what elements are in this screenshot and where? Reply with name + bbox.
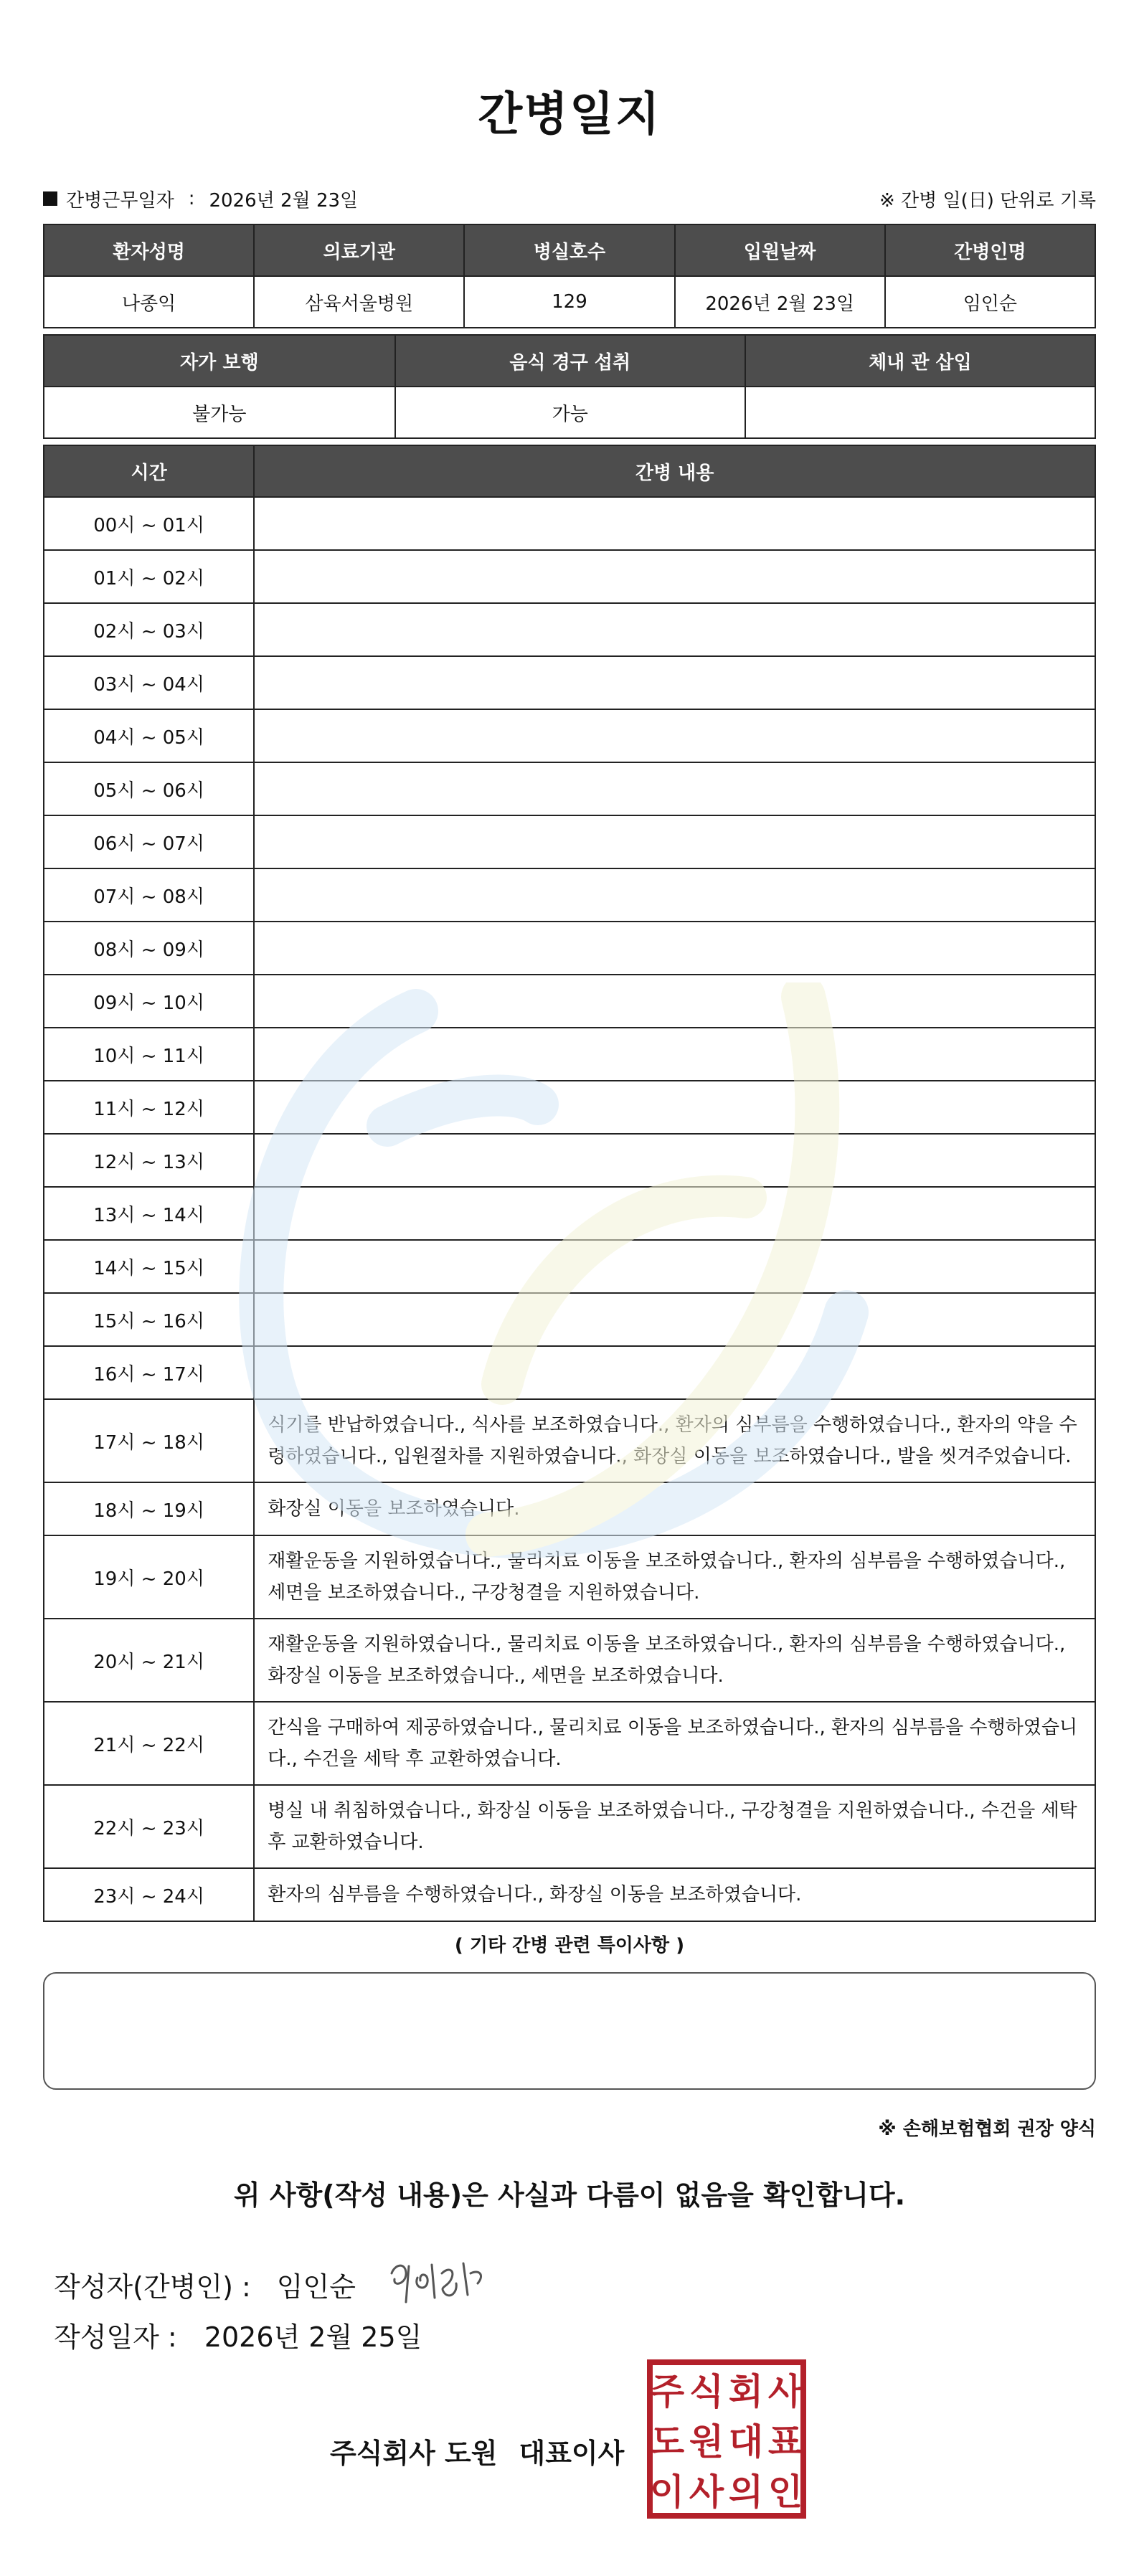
tube-insertion — [745, 387, 1095, 438]
seal-char: 회 — [728, 2371, 764, 2412]
seal-char: 도 — [649, 2421, 685, 2463]
log-content — [254, 1134, 1095, 1187]
colon: : — [188, 188, 195, 209]
log-content — [254, 709, 1095, 762]
table-row — [44, 1535, 1095, 1619]
table-row — [44, 1081, 1095, 1134]
table-row — [44, 603, 1095, 656]
written-date-line — [54, 2315, 422, 2354]
company-name: 주식회사 도원 — [330, 2438, 498, 2469]
log-time: 15시 ~ 16시 — [44, 1293, 254, 1346]
log-time: 23시 ~ 24시 — [44, 1868, 254, 1921]
log-time: 22시 ~ 23시 — [44, 1785, 254, 1868]
table-row — [44, 656, 1095, 709]
seal-char: 주 — [649, 2371, 685, 2412]
remarks-box — [43, 1972, 1096, 2090]
table-row — [44, 762, 1095, 815]
header-time: 시간 — [44, 445, 254, 497]
signature-icon — [384, 2252, 492, 2316]
table-row — [44, 1028, 1095, 1081]
table-row — [44, 1482, 1095, 1535]
log-time: 02시 ~ 03시 — [44, 603, 254, 656]
patient-status-table — [43, 334, 1096, 439]
header-tube-insertion: 체내 관 삽입 — [745, 335, 1095, 387]
log-time: 06시 ~ 07시 — [44, 815, 254, 868]
caregiver-name: 임인순 — [885, 276, 1095, 328]
table-row — [44, 1134, 1095, 1187]
table-row — [44, 922, 1095, 975]
table-row — [44, 1702, 1095, 1785]
table-row — [44, 1240, 1095, 1293]
log-content — [254, 815, 1095, 868]
log-time: 17시 ~ 18시 — [44, 1399, 254, 1482]
unit-note: ※ 간병 일(日) 단위로 기록 — [879, 189, 1096, 212]
seal-char: 사 — [767, 2371, 803, 2412]
log-time: 19시 ~ 20시 — [44, 1535, 254, 1619]
log-time: 10시 ~ 11시 — [44, 1028, 254, 1081]
care-log-table — [43, 445, 1096, 1922]
log-time: 08시 ~ 09시 — [44, 922, 254, 975]
page-title: 간병일지 — [478, 88, 661, 141]
seal-char: 이 — [649, 2471, 685, 2513]
log-content — [254, 1293, 1095, 1346]
confirm-statement: 위 사항(작성 내용)은 사실과 다름이 없음을 확인합니다. — [233, 2179, 906, 2211]
log-time: 21시 ~ 22시 — [44, 1702, 254, 1785]
table-row — [44, 815, 1095, 868]
writer-label: 작성자(간병인) : — [54, 2270, 251, 2303]
log-content — [254, 1346, 1095, 1399]
table-row — [44, 1785, 1095, 1868]
written-date-value: 2026년 2월 25일 — [204, 2321, 422, 2353]
table-row — [44, 1868, 1095, 1921]
seal-char: 대 — [728, 2421, 764, 2463]
log-content: 식기를 반납하였습니다., 식사를 보조하였습니다., 환자의 심부름을 수행하였습니다., 환자의 약을 수령하였습니다., 입원절차를 지원하였습니다., 화장실 이동을 보조하였습니다., 발을 씻겨주었습니다. — [254, 1399, 1095, 1482]
log-time: 04시 ~ 05시 — [44, 709, 254, 762]
log-time: 00시 ~ 01시 — [44, 497, 254, 550]
log-time: 14시 ~ 15시 — [44, 1240, 254, 1293]
log-content — [254, 868, 1095, 922]
company-role: 대표이사 — [519, 2438, 625, 2469]
seal-char: 의 — [728, 2471, 764, 2513]
header-self-walking: 자가 보행 — [44, 335, 395, 387]
log-time: 18시 ~ 19시 — [44, 1482, 254, 1535]
log-content — [254, 922, 1095, 975]
work-date-value: 2026년 2월 23일 — [209, 189, 359, 212]
log-time: 13시 ~ 14시 — [44, 1187, 254, 1240]
seal-char: 식 — [689, 2371, 724, 2412]
recommend-note: ※ 손해보험협회 권장 양식 — [878, 2118, 1096, 2140]
table-row — [44, 1187, 1095, 1240]
work-date-label: 간병근무일자 — [66, 189, 174, 212]
log-content: 화장실 이동을 보조하였습니다. — [254, 1482, 1095, 1535]
log-content: 재활운동을 지원하였습니다., 물리치료 이동을 보조하였습니다., 환자의 심부름을 수행하였습니다., 세면을 보조하였습니다., 구강청결을 지원하였습니다. — [254, 1535, 1095, 1619]
log-time: 05시 ~ 06시 — [44, 762, 254, 815]
log-content — [254, 762, 1095, 815]
header-oral-intake: 음식 경구 섭취 — [395, 335, 745, 387]
log-content: 환자의 심부름을 수행하였습니다., 화장실 이동을 보조하였습니다. — [254, 1868, 1095, 1921]
log-content — [254, 1240, 1095, 1293]
admission-date: 2026년 2월 23일 — [675, 276, 885, 328]
table-row — [44, 1619, 1095, 1702]
seal-char: 사 — [689, 2471, 724, 2513]
log-time: 03시 ~ 04시 — [44, 656, 254, 709]
table-row — [44, 550, 1095, 603]
seal-char: 표 — [767, 2421, 803, 2463]
header-patient-name: 환자성명 — [44, 224, 254, 276]
log-content — [254, 975, 1095, 1028]
header-caregiver: 간병인명 — [885, 224, 1095, 276]
log-time: 20시 ~ 21시 — [44, 1619, 254, 1702]
header-care-content: 간병 내용 — [254, 445, 1095, 497]
log-content — [254, 497, 1095, 550]
writer-name: 임인순 — [276, 2270, 356, 2303]
patient-name: 나종익 — [44, 276, 254, 328]
log-content: 간식을 구매하여 제공하였습니다., 물리치료 이동을 보조하였습니다., 환자의 심부름을 수행하였습니다., 수건을 세탁 후 교환하였습니다. — [254, 1702, 1095, 1785]
log-time: 12시 ~ 13시 — [44, 1134, 254, 1187]
log-content — [254, 1028, 1095, 1081]
table-row — [44, 975, 1095, 1028]
table-row — [44, 868, 1095, 922]
log-time: 07시 ~ 08시 — [44, 868, 254, 922]
log-time: 11시 ~ 12시 — [44, 1081, 254, 1134]
header-hospital: 의료기관 — [254, 224, 464, 276]
table-row — [44, 497, 1095, 550]
written-date-label: 작성일자 : — [54, 2321, 177, 2353]
log-time: 01시 ~ 02시 — [44, 550, 254, 603]
remarks-title: ( 기타 간병 관련 특이사항 ) — [454, 1935, 685, 1956]
log-time: 16시 ~ 17시 — [44, 1346, 254, 1399]
log-content — [254, 550, 1095, 603]
log-content — [254, 656, 1095, 709]
company-line — [330, 2431, 624, 2471]
writer-line — [54, 2252, 492, 2316]
log-time: 09시 ~ 10시 — [44, 975, 254, 1028]
header-room: 병실호수 — [464, 224, 674, 276]
meta-row — [43, 183, 1096, 214]
header-admission-date: 입원날짜 — [675, 224, 885, 276]
log-content — [254, 603, 1095, 656]
patient-info-table — [43, 224, 1096, 328]
seal-char: 인 — [767, 2471, 803, 2513]
room-number: 129 — [464, 276, 674, 328]
log-content — [254, 1187, 1095, 1240]
hospital: 삼육서울병원 — [254, 276, 464, 328]
square-bullet-icon — [43, 191, 57, 206]
work-date — [43, 186, 358, 212]
table-row — [44, 1346, 1095, 1399]
table-row — [44, 1399, 1095, 1482]
oral-intake: 가능 — [395, 387, 745, 438]
seal-char: 원 — [689, 2421, 724, 2463]
table-row — [44, 1293, 1095, 1346]
self-walking: 불가능 — [44, 387, 395, 438]
log-content — [254, 1081, 1095, 1134]
company-seal-icon — [646, 2358, 808, 2520]
log-content: 재활운동을 지원하였습니다., 물리치료 이동을 보조하였습니다., 환자의 심부름을 수행하였습니다., 화장실 이동을 보조하였습니다., 세면을 보조하였습니다. — [254, 1619, 1095, 1702]
log-content: 병실 내 취침하였습니다., 화장실 이동을 보조하였습니다., 구강청결을 지원하였습니다., 수건을 세탁 후 교환하였습니다. — [254, 1785, 1095, 1868]
table-row — [44, 709, 1095, 762]
